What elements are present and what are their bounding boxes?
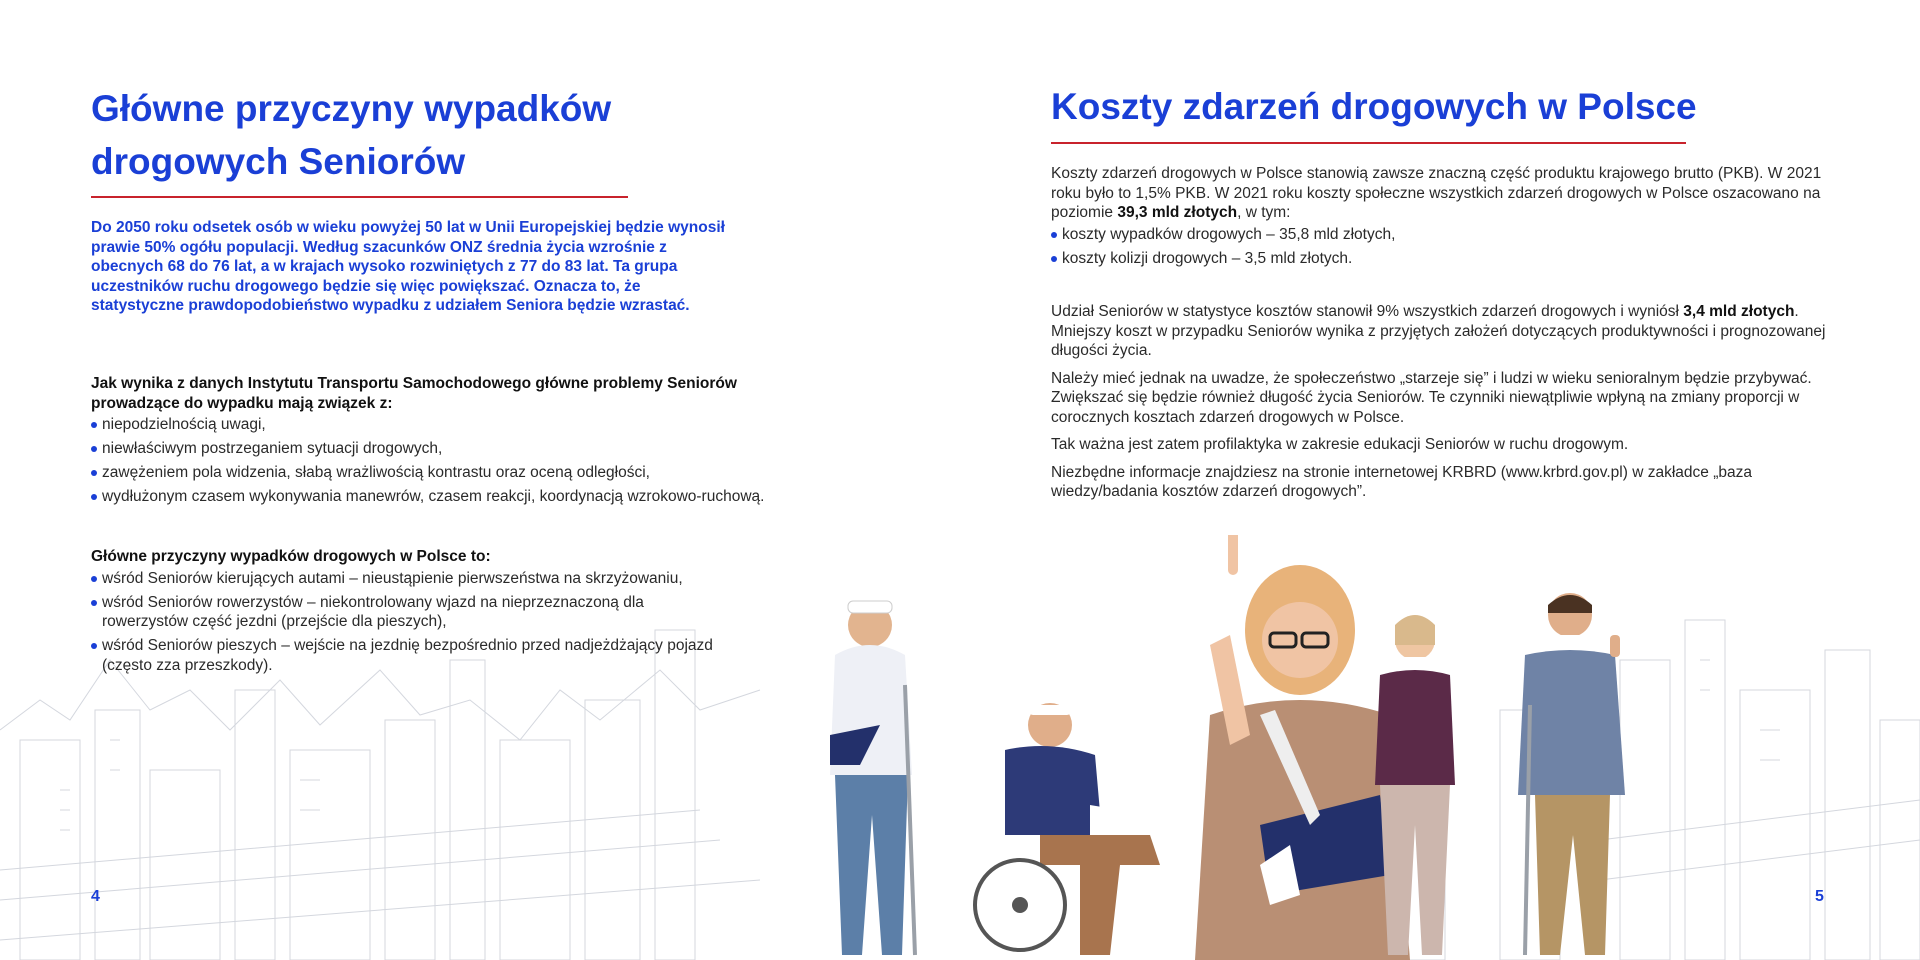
- costs-intro-tail: , w tym:: [1237, 204, 1291, 221]
- aging-paragraph: Należy mieć jednak na uwadze, że społeczeństwo „starzeje się” i ludzi w wieku senioralnym będzie przybywać. Zwiększać się będzie również długość życia Seniorów. Te czynniki niewątpliwie wpłyną na zmiany proporcji w corocznych kosztach zdarzeń drogowych w Polsce.: [1051, 369, 1812, 426]
- seniors-costs-tail: . Mniejszy koszt w przypadku Seniorów wynika z przyjętych założeń dotyczących produktywności i prognozowanej długości życia.: [1051, 303, 1826, 359]
- problems-list: [91, 415, 811, 507]
- causes-heading: Główne przyczyny wypadków drogowych w Polsce to:: [91, 548, 491, 565]
- left-page-title: Główne przyczyny wypadków drogowych Seniorów: [91, 88, 612, 182]
- problems-heading: Jak wynika z danych Instytutu Transportu Samochodowego główne problemy Seniorów prowadzące do wypadku mają związek z:: [91, 375, 737, 412]
- causes-list: [91, 569, 751, 676]
- list-item: niepodzielnością uwagi,: [91, 415, 811, 435]
- total-cost-value: 39,3 mld złotych: [1117, 204, 1238, 221]
- list-item: niewłaściwym postrzeganiem sytuacji drogowych,: [91, 439, 811, 459]
- costs-list: [1051, 225, 1831, 269]
- list-item: wydłużonym czasem wykonywania manewrów, czasem reakcji, koordynacją wzrokowo-ruchową.: [91, 487, 811, 507]
- seniors-costs-paragraph: [1051, 302, 1831, 361]
- costs-intro-text: Koszty zdarzeń drogowych w Polsce stanowią zawsze znaczną część produktu krajowego brutto (PKB). W 2021 roku było to 1,5% PKB. W 2021 roku koszty społeczne wszystkich zdarzeń drogowych w Polsce oszacowano na poziomie: [1051, 165, 1822, 221]
- title-divider-right: [1051, 142, 1686, 144]
- seniors-costs-section: [1051, 302, 1831, 510]
- info-paragraph: Niezbędne informacje znajdziesz na stronie internetowej KRBRD (www.krbrd.gov.pl) w zakładce „baza wiedzy/badania kosztów zdarzeń drogowych”.: [1051, 463, 1752, 500]
- causes-section: [91, 547, 751, 680]
- title-divider-left: [91, 196, 628, 198]
- list-item: wśród Seniorów pieszych – wejście na jezdnię bezpośrednio przed nadjeżdżający pojazd (często zza przeszkody).: [91, 636, 762, 675]
- list-item: wśród Seniorów kierujących autami – nieustąpienie pierwszeństwa na skrzyżowaniu,: [91, 569, 751, 589]
- seniors-costs-text: Udział Seniorów w statystyce kosztów stanowił 9% wszystkich zdarzeń drogowych i wyniósł: [1051, 303, 1684, 320]
- costs-intro: [1051, 164, 1831, 223]
- list-item: koszty wypadków drogowych – 35,8 mld złotych,: [1051, 225, 1831, 245]
- list-item: zawężeniem pola widzenia, słabą wrażliwością kontrastu oraz oceną odległości,: [91, 463, 811, 483]
- page-number-left: 4: [91, 888, 100, 905]
- page-number-right: 5: [1815, 888, 1824, 905]
- lead-paragraph: Do 2050 roku odsetek osób w wieku powyżej 50 lat w Unii Europejskiej będzie wynosił prawie 50% ogółu populacji. Według szacunków ONZ średnia życia wzrośnie z obecnych 68 do 76 lat, a w krajach wysoko rozwiniętych z 77 do 83 lat. Ta grupa uczestników ruchu drogowego będzie się więc powiększać. Oznacza to, że statystyczne prawdopodobieństwo wypadku z udziałem Seniora będzie wzrastać.: [91, 219, 725, 314]
- list-item: wśród Seniorów rowerzystów – niekontrolowany wjazd na nieprzeznaczoną dla rowerzystów część jezdni (przejście dla pieszych),: [91, 593, 662, 632]
- list-item: koszty kolizji drogowych – 3,5 mld złotych.: [1051, 249, 1831, 269]
- right-page: [960, 0, 1920, 960]
- problems-section: [91, 374, 811, 511]
- prevention-paragraph: Tak ważna jest zatem profilaktyka w zakresie edukacji Seniorów w ruchu drogowym.: [1051, 436, 1629, 453]
- seniors-cost-value: 3,4 mld złotych: [1683, 303, 1795, 320]
- right-page-title: Koszty zdarzeń drogowych w Polsce: [1051, 86, 1697, 127]
- costs-section: [1051, 164, 1831, 273]
